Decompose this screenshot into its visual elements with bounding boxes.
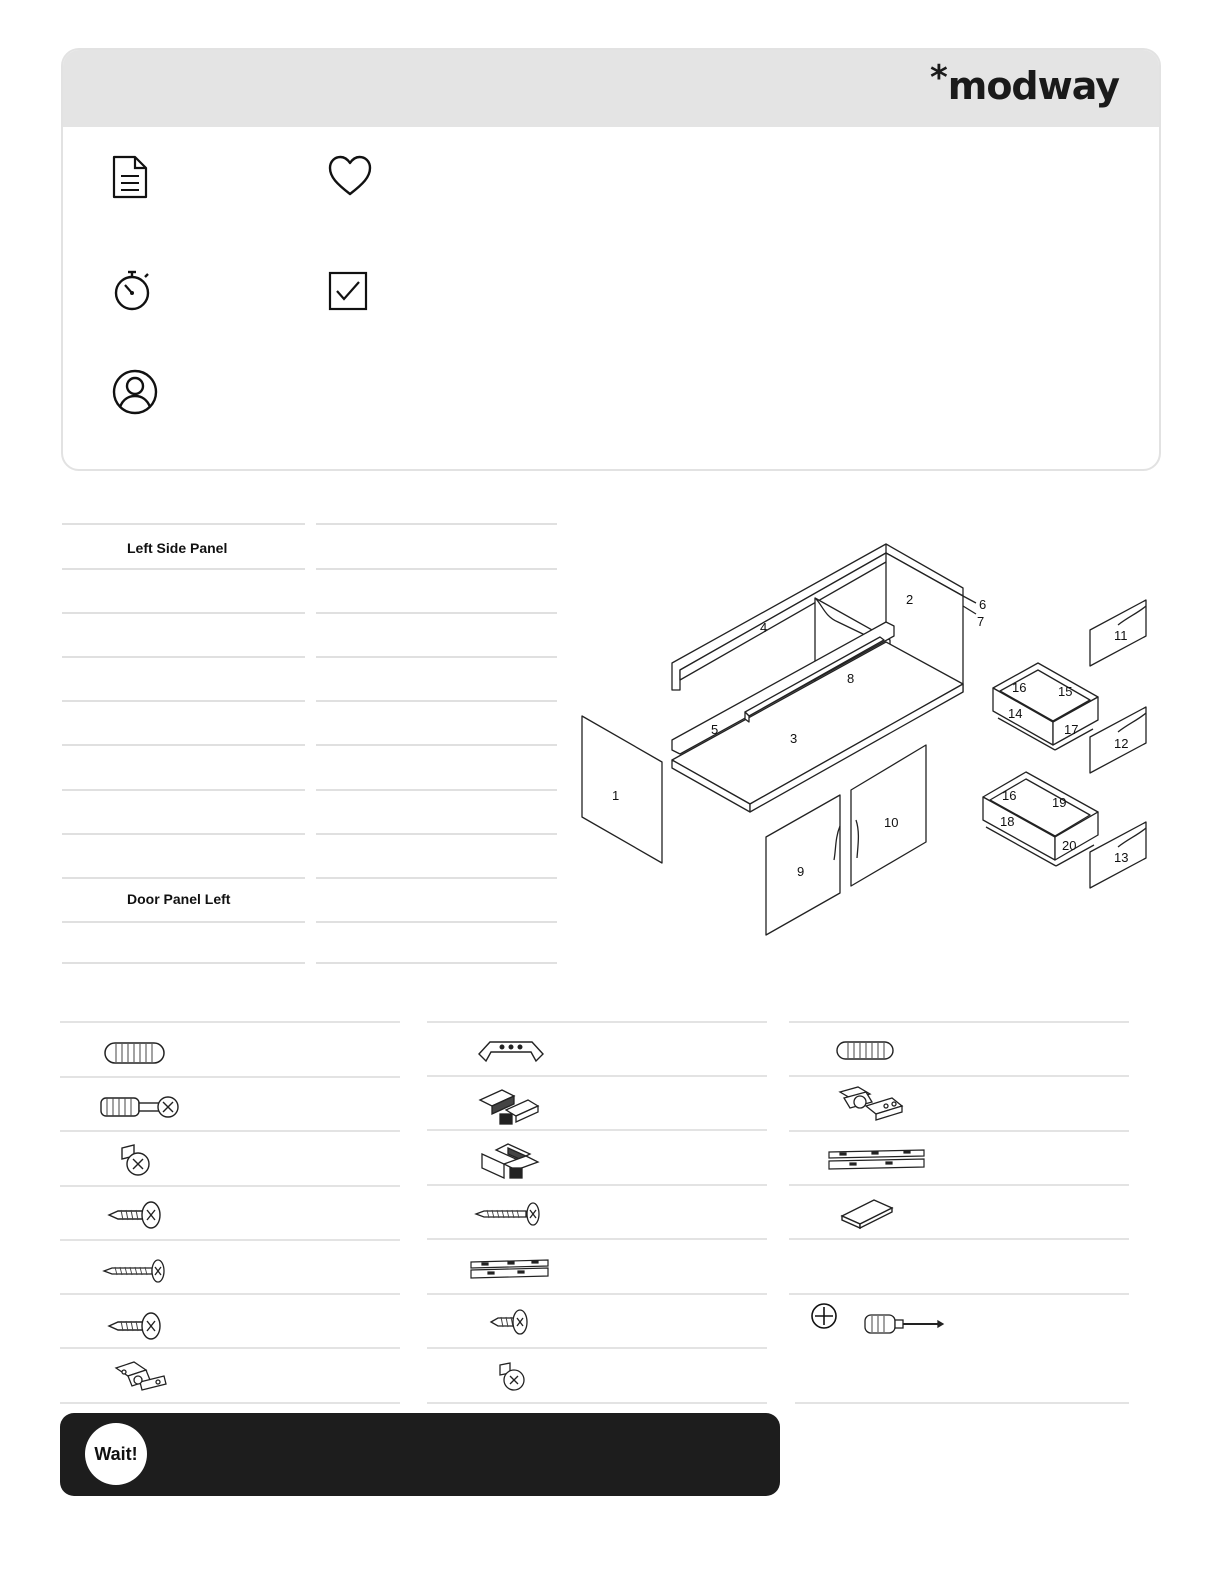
diagram-number: 15 [1058,684,1073,699]
long-screw-icon [474,1200,542,1228]
diagram-number: 11 [1114,628,1128,643]
long-screw-icon [102,1257,166,1285]
drawer-rail-icon [826,1146,928,1172]
checkbox-icon [327,270,369,312]
diagram-number: 2 [906,592,914,607]
dowel-icon [102,1039,168,1067]
screw-icon [106,1310,162,1342]
cam-bolt-icon [98,1092,182,1122]
diagram-number: 5 [711,722,719,737]
diagram-number: 20 [1062,838,1077,853]
diagram-number: 8 [847,671,855,686]
cam-lock-icon [496,1360,528,1394]
small-dowel-icon [834,1039,896,1063]
diagram-number: 12 [1114,736,1129,751]
diagram-number: 9 [797,864,805,879]
hinge-icon [112,1358,170,1398]
heart-icon [327,154,373,198]
diagram-number: 14 [1008,706,1023,721]
hinge-icon [836,1084,906,1128]
diagram-number: 3 [790,731,798,746]
exploded-diagram [575,535,1155,945]
drawer-slide-clip-icon [478,1138,544,1182]
diagram-number: 4 [760,620,768,635]
diagram-number: 10 [884,815,899,830]
user-icon [111,368,159,416]
wait-badge: Wait! [85,1423,147,1485]
part-label-door-panel-left: Door Panel Left [127,891,231,907]
diagram-number: 18 [1000,814,1015,829]
phillips-icon [810,1302,838,1330]
wait-banner [60,1413,780,1496]
stopwatch-icon [111,268,153,312]
diagram-number: 7 [977,614,985,629]
diagram-number: 6 [979,597,987,612]
info-card [61,48,1161,471]
diagram-number: 1 [612,788,620,803]
cam-lock-icon [116,1142,154,1178]
diagram-number: 17 [1064,722,1079,737]
short-screw-icon [488,1307,530,1337]
screw-icon [106,1199,162,1231]
diagram-number: 19 [1052,795,1067,810]
diagram-number: 16 [1012,680,1027,695]
drawer-slide-clip-icon [476,1084,542,1128]
screwdriver-icon [862,1312,946,1336]
card-header [63,50,1159,127]
diagram-number: 16 [1002,788,1017,803]
drawer-rail-icon [468,1256,552,1282]
brand-logo: *modway [929,58,1119,108]
diagram-number: 13 [1114,850,1129,865]
document-icon [111,154,149,200]
part-label-left-side-panel: Left Side Panel [127,540,228,556]
bracket-icon [476,1036,546,1066]
felt-pad-icon [838,1196,896,1230]
